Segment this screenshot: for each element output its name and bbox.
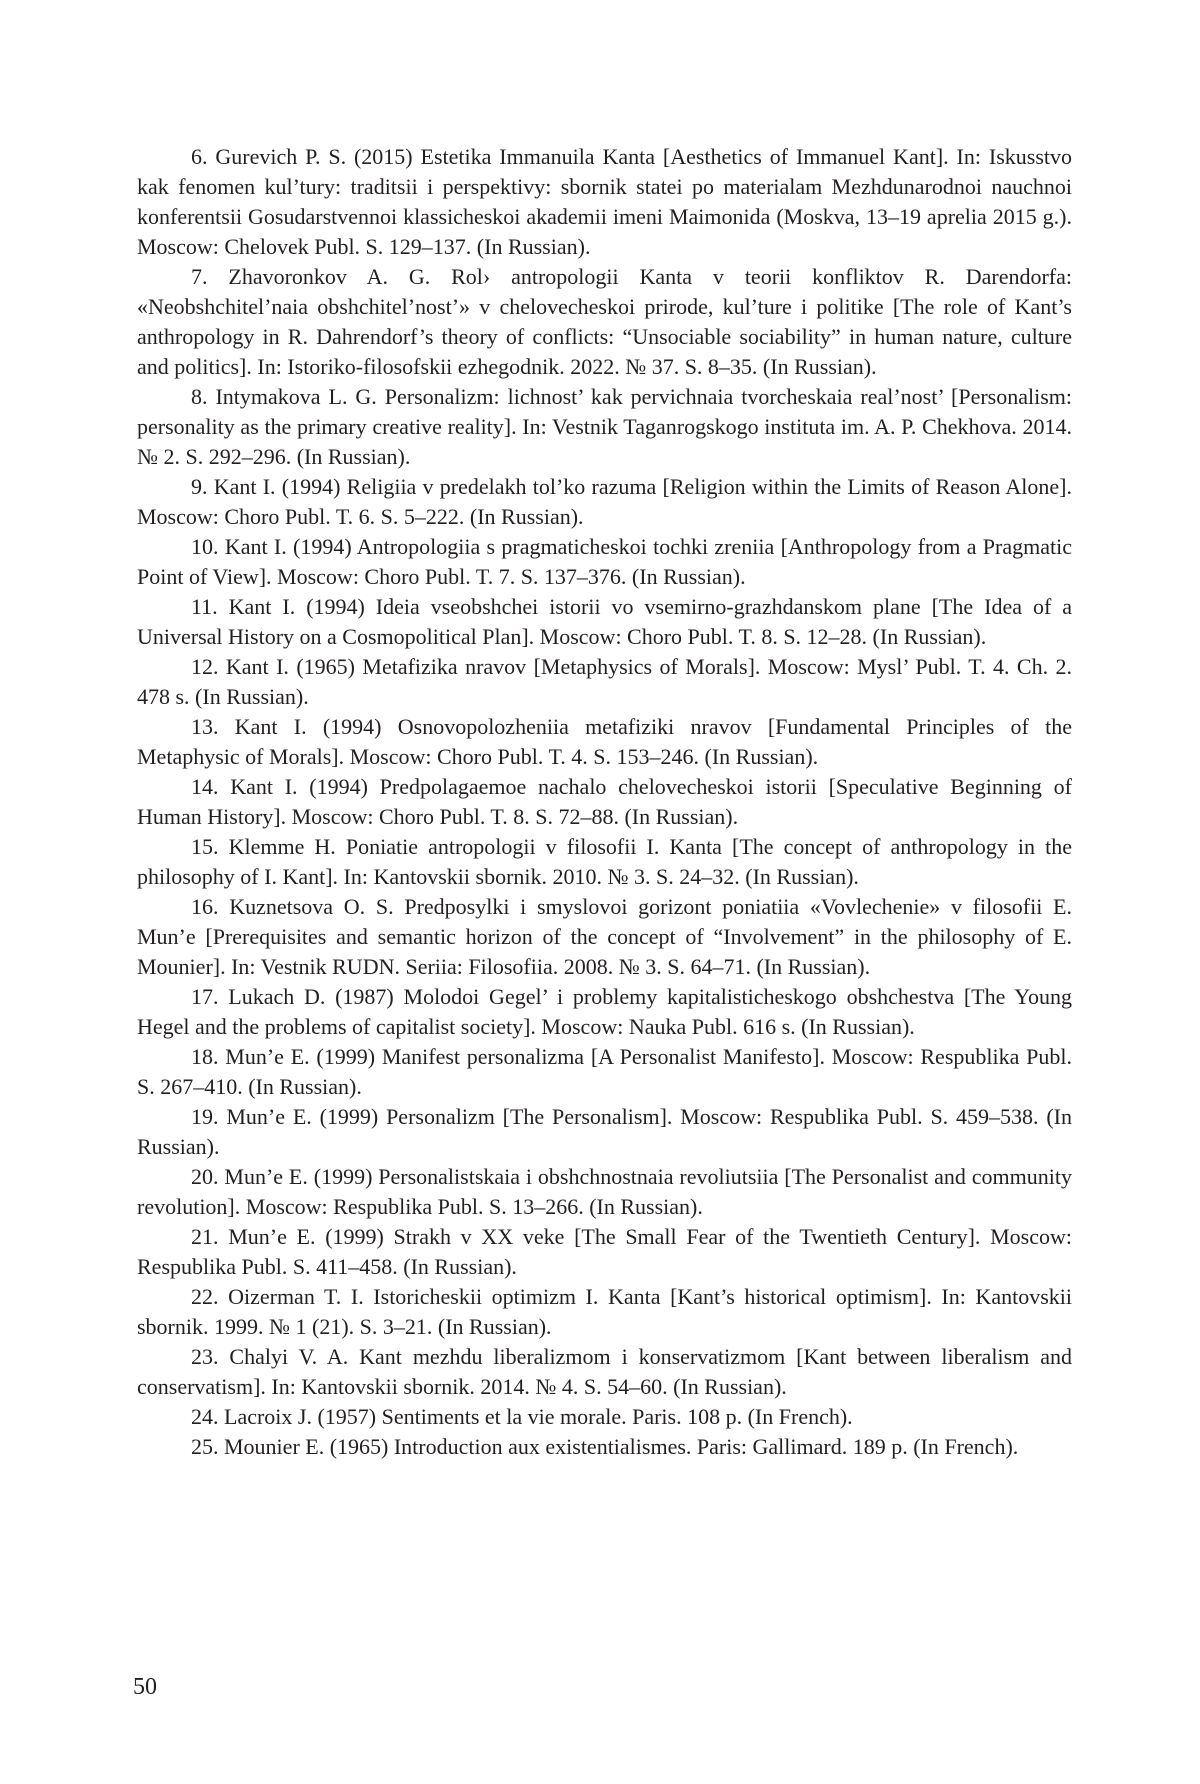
- reference-item-19: 19. Mun’e E. (1999) Personalizm [The Personalism]. Moscow: Respublika Publ. S. 459–538. (In Russian).: [137, 1104, 1072, 1159]
- page-number: 50: [133, 1674, 157, 1700]
- reference-item-6: 6. Gurevich P. S. (2015) Estetika Immanuila Kanta [Aesthetics of Immanuel Kant]. In: Iskusstvo kak fenomen kul’tury: traditsii i perspektivy: sbornik statei po materialam Mezhdunarodnoi nauchnoi konferentsii Gosudarstvennoi klassicheskoi akademii imeni Maimonida (Moskva, 13–19 aprelia 2015 g.). Moscow: Chelovek Publ. S. 129–137. (In Russian).: [137, 144, 1072, 259]
- reference-list: [137, 142, 1072, 1462]
- reference-item-25: 25. Mounier E. (1965) Introduction aux existentialismes. Paris: Gallimard. 189 p. (In French).: [191, 1434, 1019, 1459]
- reference-item-9: 9. Kant I. (1994) Religiia v predelakh tol’ko razuma [Religion within the Limits of Reason Alone]. Moscow: Choro Publ. T. 6. S. 5–222. (In Russian).: [137, 474, 1072, 529]
- reference-item-17: 17. Lukach D. (1987) Molodoi Gegel’ i problemy kapitalisticheskogo obshchestva [The Young Hegel and the problems of capitalist society]. Moscow: Nauka Publ. 616 s. (In Russian).: [137, 984, 1072, 1039]
- reference-item-21: 21. Mun’e E. (1999) Strakh v XX veke [The Small Fear of the Twentieth Century]. Moscow: Respublika Publ. S. 411–458. (In Russian).: [137, 1224, 1072, 1279]
- reference-item-10: 10. Kant I. (1994) Antropologiia s pragmaticheskoi tochki zreniia [Anthropology from a Pragmatic Point of View]. Moscow: Choro Publ. T. 7. S. 137–376. (In Russian).: [137, 534, 1072, 589]
- reference-item-12: 12. Kant I. (1965) Metafizika nravov [Metaphysics of Morals]. Moscow: Mysl’ Publ. T. 4. Ch. 2. 478 s. (In Russian).: [137, 654, 1072, 709]
- reference-item-16: 16. Kuznetsova O. S. Predposylki i smyslovoi gorizont poniatiia «Vovlechenie» v filosofii E. Mun’e [Prerequisites and semantic horizon of the concept of “Involvement” in the philosophy of E. Mounier]. In: Vestnik RUDN. Seriia: Filosofiia. 2008. № 3. S. 64–71. (In Russian).: [137, 894, 1072, 979]
- reference-item-14: 14. Kant I. (1994) Predpolagaemoe nachalo chelovecheskoi istorii [Speculative Beginning of Human History]. Moscow: Choro Publ. T. 8. S. 72–88. (In Russian).: [137, 774, 1072, 829]
- reference-item-20: 20. Mun’e E. (1999) Personalistskaia i obshchnostnaia revoliutsiia [The Personalist and community revolution]. Moscow: Respublika Publ. S. 13–266. (In Russian).: [137, 1164, 1072, 1219]
- reference-item-15: 15. Klemme H. Poniatie antropologii v filosofii I. Kanta [The concept of anthropology in the philosophy of I. Kant]. In: Kantovskii sbornik. 2010. № 3. S. 24–32. (In Russian).: [137, 834, 1072, 889]
- reference-item-8: 8. Intymakova L. G. Personalizm: lichnost’ kak pervichnaia tvorcheskaia real’nost’ [Personalism: personality as the primary creative reality]. In: Vestnik Taganrogskogo instituta im. A. P. Chekhova. 2014. № 2. S. 292–296. (In Russian).: [137, 384, 1072, 469]
- reference-item-23: 23. Chalyi V. A. Kant mezhdu liberalizmom i konservatizmom [Kant between liberalism and conservatism]. In: Kantovskii sbornik. 2014. № 4. S. 54–60. (In Russian).: [137, 1344, 1072, 1399]
- reference-item-18: 18. Mun’e E. (1999) Manifest personalizma [A Personalist Manifesto]. Moscow: Respublika Publ. S. 267–410. (In Russian).: [137, 1044, 1072, 1099]
- reference-item-11: 11. Kant I. (1994) Ideia vseobshchei istorii vo vsemirno-grazhdanskom plane [The Idea of a Universal History on a Cosmopolitical Plan]. Moscow: Choro Publ. T. 8. S. 12–28. (In Russian).: [137, 594, 1072, 649]
- reference-item-24: 24. Lacroix J. (1957) Sentiments et la vie morale. Paris. 108 p. (In French).: [191, 1404, 853, 1429]
- reference-item-22: 22. Oizerman T. I. Istoricheskii optimizm I. Kanta [Kant’s historical optimism]. In: Kantovskii sbornik. 1999. № 1 (21). S. 3–21. (In Russian).: [137, 1284, 1072, 1339]
- reference-item-7: 7. Zhavoronkov A. G. Rol› antropologii Kanta v teorii konfliktov R. Darendorfa: «Neobshchitel’naia obshchitel’nost’» v chelovecheskoi prirode, kul’ture i politike [The role of Kant’s anthropology in R. Dahrendorf’s theory of conflicts: “Unsociable sociability” in human nature, culture and politics]. In: Istoriko-filosofskii ezhegodnik. 2022. № 37. S. 8–35. (In Russian).: [137, 264, 1072, 379]
- reference-item-13: 13. Kant I. (1994) Osnovopolozheniia metafiziki nravov [Fundamental Principles of the Metaphysic of Morals]. Moscow: Choro Publ. T. 4. S. 153–246. (In Russian).: [137, 714, 1072, 769]
